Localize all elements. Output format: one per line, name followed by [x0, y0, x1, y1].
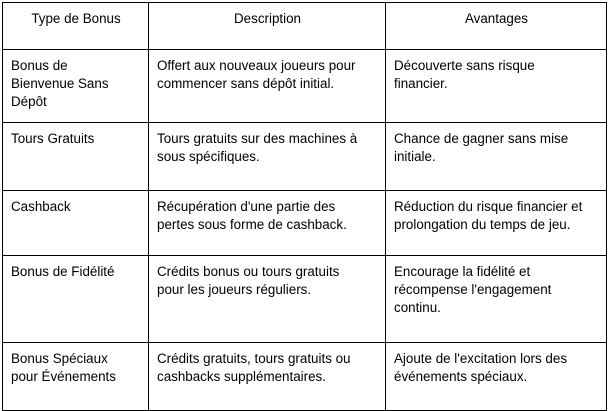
type-cell — [3, 343, 149, 411]
type-cell — [3, 191, 149, 256]
bonus-comparison-table — [2, 2, 607, 411]
avantages-text: Encourage la fidélité et récompense l'engagement continu. — [394, 264, 552, 315]
header-avantages-label: Avantages — [464, 11, 529, 26]
description-cell — [149, 123, 386, 191]
table-row — [3, 50, 607, 123]
description-text: Crédits gratuits, tours gratuits ou cashbacks supplémentaires. — [157, 351, 351, 384]
avantages-cell — [386, 123, 607, 191]
description-text: Tours gratuits sur des machines à sous spécifiques. — [157, 131, 358, 164]
avantages-text: Chance de gagner sans mise initiale. — [394, 131, 569, 164]
type-text: Tours Gratuits — [11, 131, 95, 146]
avantages-text: Ajoute de l'excitation lors des événements spéciaux. — [394, 351, 568, 384]
table-row — [3, 343, 607, 411]
header-cell-type — [3, 3, 149, 50]
header-description-label: Description — [234, 11, 301, 26]
type-cell — [3, 123, 149, 191]
description-cell — [149, 191, 386, 256]
avantages-text: Découverte sans risque financier. — [394, 58, 535, 91]
description-cell — [149, 343, 386, 411]
header-cell-avantages — [386, 3, 607, 50]
type-text: Bonus de Bienvenue Sans Dépôt — [11, 58, 109, 109]
table-header-row — [3, 3, 607, 50]
type-text: Cashback — [11, 199, 71, 214]
description-text: Offert aux nouveaux joueurs pour commencer sans dépôt initial. — [157, 58, 356, 91]
description-cell — [149, 50, 386, 123]
table-row — [3, 191, 607, 256]
avantages-cell — [386, 256, 607, 343]
type-cell — [3, 50, 149, 123]
header-cell-description — [149, 3, 386, 50]
avantages-text: Réduction du risque financier et prolongation du temps de jeu. — [394, 199, 583, 232]
header-type-label: Type de Bonus — [31, 11, 121, 26]
avantages-cell — [386, 343, 607, 411]
description-text: Crédits bonus ou tours gratuits pour les joueurs réguliers. — [157, 264, 340, 297]
type-text: Bonus Spéciaux pour Événements — [11, 351, 116, 384]
table-row — [3, 123, 607, 191]
table-row — [3, 256, 607, 343]
type-text: Bonus de Fidélité — [11, 264, 115, 279]
description-cell — [149, 256, 386, 343]
avantages-cell — [386, 50, 607, 123]
type-cell — [3, 256, 149, 343]
avantages-cell — [386, 191, 607, 256]
description-text: Récupération d'une partie des pertes sous forme de cashback. — [157, 199, 347, 232]
